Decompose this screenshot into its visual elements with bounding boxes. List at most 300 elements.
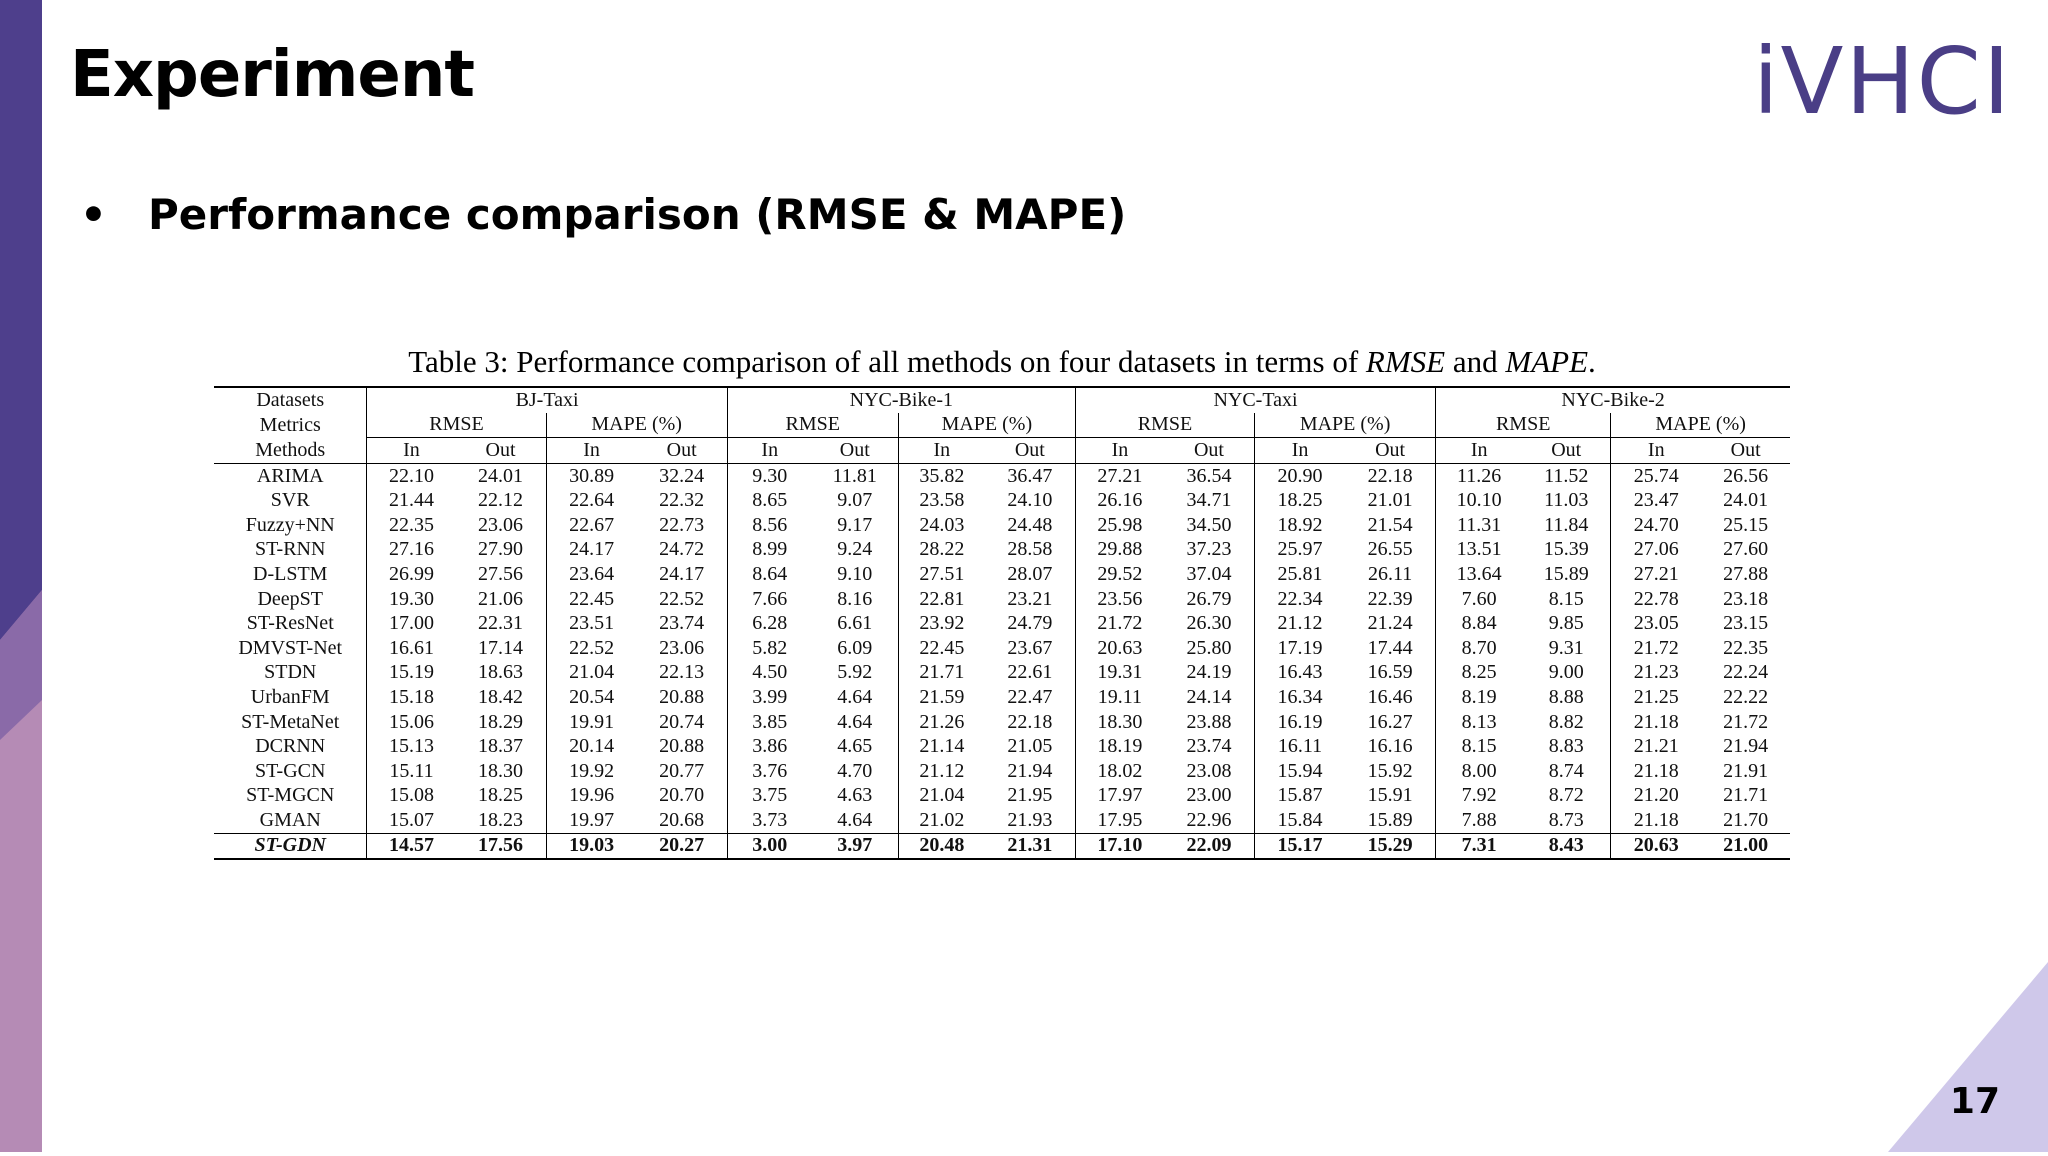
value-cell: 16.59 bbox=[1367, 661, 1413, 684]
value-cell: 28.58 bbox=[1007, 538, 1053, 561]
sub-header-in: In bbox=[1075, 438, 1164, 464]
value-cell: 8.84 bbox=[1436, 611, 1523, 636]
value-cell: 8.65 bbox=[727, 488, 812, 513]
value-cell: 21.93 bbox=[1007, 808, 1053, 831]
value-cell: 8.72 bbox=[1548, 784, 1584, 807]
metric-header: RMSE bbox=[367, 413, 546, 438]
method-row bbox=[214, 685, 1790, 710]
value-cell: 7.88 bbox=[1436, 808, 1523, 833]
value-cell: 22.24 bbox=[1723, 661, 1769, 684]
value-cell: 19.11 bbox=[1075, 685, 1164, 710]
value-cell: 22.31 bbox=[478, 612, 524, 635]
value-cell: 17.19 bbox=[1255, 636, 1346, 661]
value-cell: 23.21 bbox=[1007, 587, 1053, 610]
value-cell: 8.64 bbox=[727, 562, 812, 587]
value-cell: 23.58 bbox=[898, 488, 985, 513]
value-cell: 24.70 bbox=[1611, 513, 1702, 538]
value-cell: 23.67 bbox=[1007, 636, 1053, 659]
value-cell: 16.46 bbox=[1367, 685, 1413, 708]
value-cell: 3.75 bbox=[727, 784, 812, 809]
value-cell: 7.66 bbox=[727, 587, 812, 612]
value-cell: 8.19 bbox=[1436, 685, 1523, 710]
value-cell: 16.34 bbox=[1255, 685, 1346, 710]
value-cell: 21.59 bbox=[898, 685, 985, 710]
method-name: Fuzzy+NN bbox=[245, 513, 335, 536]
value-cell: 15.89 bbox=[1543, 562, 1589, 585]
value-cell: 18.25 bbox=[478, 784, 524, 807]
sub-header-in: In bbox=[1255, 438, 1346, 464]
value-cell: 15.13 bbox=[367, 734, 456, 759]
value-cell: 13.64 bbox=[1436, 562, 1523, 587]
value-cell: 25.98 bbox=[1075, 513, 1164, 538]
metric-header: MAPE (%) bbox=[1255, 413, 1436, 438]
value-cell: 23.18 bbox=[1723, 587, 1769, 610]
value-cell: 22.61 bbox=[1007, 661, 1053, 684]
dataset-header: BJ-Taxi bbox=[367, 387, 727, 413]
value-cell: 21.95 bbox=[1007, 784, 1053, 807]
value-cell: 15.91 bbox=[1367, 784, 1413, 807]
value-cell: 19.03 bbox=[546, 833, 637, 859]
value-cell: 4.64 bbox=[837, 808, 873, 831]
method-row bbox=[214, 488, 1790, 513]
value-cell: 19.31 bbox=[1075, 661, 1164, 686]
value-cell: 16.16 bbox=[1367, 735, 1413, 758]
metric-header: MAPE (%) bbox=[546, 413, 727, 438]
method-name: ST-ResNet bbox=[246, 612, 334, 635]
metric-header: RMSE bbox=[1436, 413, 1611, 438]
value-cell: 17.00 bbox=[367, 611, 456, 636]
value-cell: 27.60 bbox=[1723, 538, 1769, 561]
value-cell: 11.03 bbox=[1544, 489, 1589, 512]
table-caption bbox=[214, 344, 1790, 380]
value-cell: 17.44 bbox=[1367, 636, 1413, 659]
value-cell: 27.88 bbox=[1723, 562, 1769, 585]
method-row bbox=[214, 587, 1790, 612]
value-cell: 5.82 bbox=[727, 636, 812, 661]
value-cell: 26.55 bbox=[1367, 538, 1413, 561]
value-cell: 6.09 bbox=[837, 636, 873, 659]
value-cell: 18.63 bbox=[478, 661, 524, 684]
left-accent-bar bbox=[0, 0, 42, 1152]
value-cell: 20.68 bbox=[659, 808, 705, 831]
method-name: ST-MetaNet bbox=[241, 710, 340, 733]
value-cell: 4.63 bbox=[837, 784, 873, 807]
performance-table bbox=[214, 386, 1790, 860]
value-cell: 3.73 bbox=[727, 808, 812, 833]
value-cell: 16.27 bbox=[1367, 710, 1413, 733]
value-cell: 21.05 bbox=[1007, 735, 1053, 758]
corner-decoration bbox=[1888, 962, 2048, 1152]
value-cell: 21.91 bbox=[1723, 759, 1769, 782]
value-cell: 34.50 bbox=[1186, 513, 1232, 536]
value-cell: 30.89 bbox=[546, 463, 637, 488]
value-cell: 3.76 bbox=[727, 759, 812, 784]
sub-header-in: In bbox=[1436, 438, 1523, 464]
value-cell: 22.47 bbox=[1007, 685, 1053, 708]
value-cell: 24.01 bbox=[478, 464, 524, 487]
sub-header-in: In bbox=[367, 438, 456, 464]
value-cell: 23.06 bbox=[478, 513, 524, 536]
value-cell: 27.21 bbox=[1075, 463, 1164, 488]
value-cell: 8.73 bbox=[1548, 808, 1584, 831]
value-cell: 23.88 bbox=[1186, 710, 1232, 733]
value-cell: 22.96 bbox=[1186, 808, 1232, 831]
value-cell: 21.31 bbox=[985, 833, 1076, 859]
value-cell: 24.14 bbox=[1186, 685, 1232, 708]
value-cell: 5.92 bbox=[837, 661, 873, 684]
value-cell: 4.64 bbox=[837, 685, 873, 708]
value-cell: 27.16 bbox=[367, 538, 456, 563]
value-cell: 22.18 bbox=[1007, 710, 1053, 733]
value-cell: 8.88 bbox=[1548, 685, 1584, 708]
value-cell: 17.97 bbox=[1075, 784, 1164, 809]
method-name: GMAN bbox=[259, 808, 321, 831]
sub-header-in: In bbox=[1611, 438, 1702, 464]
header-row-datasets bbox=[214, 387, 1790, 413]
metric-header: RMSE bbox=[1075, 413, 1254, 438]
value-cell: 21.54 bbox=[1367, 513, 1413, 536]
value-cell: 17.14 bbox=[478, 636, 524, 659]
value-cell: 15.18 bbox=[367, 685, 456, 710]
sub-header-in: In bbox=[898, 438, 985, 464]
value-cell: 20.48 bbox=[898, 833, 985, 859]
value-cell: 20.63 bbox=[1075, 636, 1164, 661]
value-cell: 24.17 bbox=[546, 538, 637, 563]
header-row-methods bbox=[214, 438, 1790, 464]
value-cell: 20.14 bbox=[546, 734, 637, 759]
value-cell: 15.11 bbox=[367, 759, 456, 784]
value-cell: 25.80 bbox=[1186, 636, 1232, 659]
value-cell: 22.52 bbox=[659, 587, 705, 610]
value-cell: 19.92 bbox=[546, 759, 637, 784]
value-cell: 15.08 bbox=[367, 784, 456, 809]
value-cell: 15.39 bbox=[1543, 538, 1589, 561]
method-name: ST-MGCN bbox=[246, 784, 335, 807]
ivhci-logo: iVHCI bbox=[1752, 28, 2012, 135]
value-cell: 18.30 bbox=[1075, 710, 1164, 735]
value-cell: 15.92 bbox=[1367, 759, 1413, 782]
value-cell: 26.99 bbox=[367, 562, 456, 587]
value-cell: 13.51 bbox=[1436, 538, 1523, 563]
value-cell: 11.52 bbox=[1544, 464, 1589, 487]
value-cell: 37.23 bbox=[1186, 538, 1232, 561]
method-row bbox=[214, 611, 1790, 636]
value-cell: 18.25 bbox=[1255, 488, 1346, 513]
method-row bbox=[214, 513, 1790, 538]
accent-bar-shape bbox=[0, 0, 42, 1152]
value-cell: 15.89 bbox=[1367, 808, 1413, 831]
value-cell: 21.44 bbox=[367, 488, 456, 513]
value-cell: 9.30 bbox=[727, 463, 812, 488]
bullet-dot-icon: • bbox=[80, 190, 107, 239]
value-cell: 27.06 bbox=[1611, 538, 1702, 563]
value-cell: 21.71 bbox=[898, 661, 985, 686]
value-cell: 25.81 bbox=[1255, 562, 1346, 587]
value-cell: 21.70 bbox=[1723, 808, 1769, 831]
value-cell: 23.00 bbox=[1186, 784, 1232, 807]
value-cell: 24.17 bbox=[659, 562, 705, 585]
value-cell: 21.24 bbox=[1367, 612, 1413, 635]
slide-title: Experiment bbox=[70, 38, 474, 112]
value-cell: 21.94 bbox=[1723, 735, 1769, 758]
value-cell: 22.13 bbox=[659, 661, 705, 684]
value-cell: 21.71 bbox=[1723, 784, 1769, 807]
value-cell: 20.74 bbox=[659, 710, 705, 733]
value-cell: 14.57 bbox=[367, 833, 456, 859]
caption-end: . bbox=[1588, 344, 1596, 379]
value-cell: 15.84 bbox=[1255, 808, 1346, 833]
value-cell: 3.00 bbox=[727, 833, 812, 859]
value-cell: 22.39 bbox=[1367, 587, 1413, 610]
value-cell: 19.96 bbox=[546, 784, 637, 809]
value-cell: 21.14 bbox=[898, 734, 985, 759]
value-cell: 36.54 bbox=[1186, 464, 1232, 487]
value-cell: 20.63 bbox=[1611, 833, 1702, 859]
value-cell: 32.24 bbox=[659, 464, 705, 487]
value-cell: 4.70 bbox=[837, 759, 873, 782]
value-cell: 18.30 bbox=[478, 759, 524, 782]
value-cell: 20.90 bbox=[1255, 463, 1346, 488]
value-cell: 8.25 bbox=[1436, 661, 1523, 686]
value-cell: 21.94 bbox=[1007, 759, 1053, 782]
value-cell: 15.07 bbox=[367, 808, 456, 833]
value-cell: 20.77 bbox=[659, 759, 705, 782]
value-cell: 8.15 bbox=[1548, 587, 1584, 610]
value-cell: 29.52 bbox=[1075, 562, 1164, 587]
value-cell: 16.61 bbox=[367, 636, 456, 661]
row-label-metrics: Metrics bbox=[259, 413, 321, 436]
value-cell: 8.00 bbox=[1436, 759, 1523, 784]
value-cell: 22.45 bbox=[898, 636, 985, 661]
value-cell: 17.95 bbox=[1075, 808, 1164, 833]
value-cell: 3.99 bbox=[727, 685, 812, 710]
value-cell: 24.72 bbox=[659, 538, 705, 561]
metric-header: MAPE (%) bbox=[1611, 413, 1790, 438]
value-cell: 15.06 bbox=[367, 710, 456, 735]
value-cell: 22.73 bbox=[659, 513, 705, 536]
value-cell: 27.90 bbox=[478, 538, 524, 561]
method-name: SVR bbox=[270, 489, 310, 512]
value-cell: 23.05 bbox=[1611, 611, 1702, 636]
value-cell: 26.11 bbox=[1367, 562, 1413, 585]
value-cell: 35.82 bbox=[898, 463, 985, 488]
value-cell: 24.79 bbox=[1007, 612, 1053, 635]
method-row bbox=[214, 661, 1790, 686]
value-cell: 23.74 bbox=[659, 612, 705, 635]
value-cell: 23.56 bbox=[1075, 587, 1164, 612]
value-cell: 22.35 bbox=[1723, 636, 1769, 659]
value-cell: 11.31 bbox=[1436, 513, 1523, 538]
value-cell: 3.97 bbox=[812, 833, 899, 859]
method-row bbox=[214, 710, 1790, 735]
caption-and: and bbox=[1445, 344, 1506, 379]
value-cell: 21.20 bbox=[1611, 784, 1702, 809]
best-method-row bbox=[214, 833, 1790, 859]
metric-header: MAPE (%) bbox=[898, 413, 1075, 438]
value-cell: 11.84 bbox=[1544, 513, 1589, 536]
value-cell: 15.94 bbox=[1255, 759, 1346, 784]
value-cell: 18.23 bbox=[478, 808, 524, 831]
value-cell: 24.10 bbox=[1007, 489, 1053, 512]
method-name: STDN bbox=[264, 661, 317, 684]
value-cell: 7.31 bbox=[1436, 833, 1523, 859]
sub-header-out: Out bbox=[1164, 438, 1255, 464]
value-cell: 16.43 bbox=[1255, 661, 1346, 686]
value-cell: 34.71 bbox=[1186, 489, 1232, 512]
value-cell: 7.60 bbox=[1436, 587, 1523, 612]
value-cell: 4.50 bbox=[727, 661, 812, 686]
sub-header-in: In bbox=[727, 438, 812, 464]
value-cell: 20.88 bbox=[659, 685, 705, 708]
value-cell: 22.09 bbox=[1164, 833, 1255, 859]
value-cell: 22.78 bbox=[1611, 587, 1702, 612]
method-row bbox=[214, 636, 1790, 661]
value-cell: 25.74 bbox=[1611, 463, 1702, 488]
method-row bbox=[214, 463, 1790, 488]
value-cell: 3.85 bbox=[727, 710, 812, 735]
value-cell: 4.65 bbox=[837, 735, 873, 758]
value-cell: 20.88 bbox=[659, 735, 705, 758]
value-cell: 23.64 bbox=[546, 562, 637, 587]
method-row bbox=[214, 734, 1790, 759]
value-cell: 23.47 bbox=[1611, 488, 1702, 513]
value-cell: 9.85 bbox=[1548, 612, 1584, 635]
value-cell: 23.51 bbox=[546, 611, 637, 636]
value-cell: 11.81 bbox=[832, 464, 877, 487]
value-cell: 9.07 bbox=[837, 489, 873, 512]
value-cell: 21.00 bbox=[1701, 833, 1790, 859]
value-cell: 18.29 bbox=[478, 710, 524, 733]
value-cell: 22.22 bbox=[1723, 685, 1769, 708]
value-cell: 21.18 bbox=[1611, 759, 1702, 784]
value-cell: 20.54 bbox=[546, 685, 637, 710]
value-cell: 24.48 bbox=[1007, 513, 1053, 536]
caption-metric-1: RMSE bbox=[1365, 344, 1446, 379]
header-row-metrics bbox=[214, 413, 1790, 438]
value-cell: 25.15 bbox=[1723, 513, 1769, 536]
value-cell: 26.16 bbox=[1075, 488, 1164, 513]
value-cell: 24.03 bbox=[898, 513, 985, 538]
value-cell: 24.01 bbox=[1723, 489, 1769, 512]
value-cell: 21.26 bbox=[898, 710, 985, 735]
row-label-methods: Methods bbox=[214, 438, 367, 464]
method-name: DMVST-Net bbox=[238, 636, 343, 659]
value-cell: 9.00 bbox=[1548, 661, 1584, 684]
value-cell: 11.26 bbox=[1436, 463, 1523, 488]
method-row bbox=[214, 562, 1790, 587]
method-name: ARIMA bbox=[256, 464, 324, 487]
sub-header-out: Out bbox=[1345, 438, 1436, 464]
bullet-item bbox=[80, 190, 1126, 239]
value-cell: 8.83 bbox=[1548, 735, 1584, 758]
value-cell: 21.02 bbox=[898, 808, 985, 833]
value-cell: 8.15 bbox=[1436, 734, 1523, 759]
value-cell: 25.97 bbox=[1255, 538, 1346, 563]
value-cell: 19.30 bbox=[367, 587, 456, 612]
value-cell: 21.04 bbox=[546, 661, 637, 686]
value-cell: 21.72 bbox=[1611, 636, 1702, 661]
value-cell: 10.10 bbox=[1436, 488, 1523, 513]
value-cell: 16.11 bbox=[1255, 734, 1346, 759]
value-cell: 21.72 bbox=[1723, 710, 1769, 733]
value-cell: 16.19 bbox=[1255, 710, 1346, 735]
method-name: UrbanFM bbox=[250, 685, 330, 708]
sub-header-out: Out bbox=[1522, 438, 1611, 464]
value-cell: 18.19 bbox=[1075, 734, 1164, 759]
value-cell: 21.18 bbox=[1611, 710, 1702, 735]
value-cell: 21.23 bbox=[1611, 661, 1702, 686]
value-cell: 8.74 bbox=[1548, 759, 1584, 782]
sub-header-out: Out bbox=[812, 438, 899, 464]
value-cell: 21.72 bbox=[1075, 611, 1164, 636]
value-cell: 20.27 bbox=[637, 833, 728, 859]
sub-header-out: Out bbox=[985, 438, 1076, 464]
value-cell: 36.47 bbox=[1007, 464, 1053, 487]
value-cell: 18.92 bbox=[1255, 513, 1346, 538]
method-name: DCRNN bbox=[255, 735, 326, 758]
sub-header-out: Out bbox=[456, 438, 547, 464]
method-row bbox=[214, 759, 1790, 784]
value-cell: 27.21 bbox=[1611, 562, 1702, 587]
value-cell: 17.56 bbox=[456, 833, 547, 859]
value-cell: 22.81 bbox=[898, 587, 985, 612]
value-cell: 23.74 bbox=[1186, 735, 1232, 758]
corner-triangle bbox=[1888, 962, 2048, 1152]
bullet-text: Performance comparison (RMSE & MAPE) bbox=[148, 190, 1127, 239]
value-cell: 15.17 bbox=[1255, 833, 1346, 859]
value-cell: 22.10 bbox=[367, 463, 456, 488]
value-cell: 8.13 bbox=[1436, 710, 1523, 735]
value-cell: 27.51 bbox=[898, 562, 985, 587]
value-cell: 19.91 bbox=[546, 710, 637, 735]
value-cell: 23.15 bbox=[1723, 612, 1769, 635]
value-cell: 26.56 bbox=[1723, 464, 1769, 487]
value-cell: 9.10 bbox=[837, 562, 873, 585]
value-cell: 8.56 bbox=[727, 513, 812, 538]
value-cell: 24.19 bbox=[1186, 661, 1232, 684]
value-cell: 15.19 bbox=[367, 661, 456, 686]
value-cell: 37.04 bbox=[1186, 562, 1232, 585]
value-cell: 22.67 bbox=[546, 513, 637, 538]
value-cell: 28.22 bbox=[898, 538, 985, 563]
method-row bbox=[214, 538, 1790, 563]
value-cell: 22.32 bbox=[659, 489, 705, 512]
value-cell: 22.64 bbox=[546, 488, 637, 513]
value-cell: 21.01 bbox=[1367, 489, 1413, 512]
method-name: D-LSTM bbox=[253, 562, 328, 585]
metric-header: RMSE bbox=[727, 413, 898, 438]
value-cell: 8.70 bbox=[1436, 636, 1523, 661]
value-cell: 15.87 bbox=[1255, 784, 1346, 809]
value-cell: 21.04 bbox=[898, 784, 985, 809]
value-cell: 15.29 bbox=[1345, 833, 1436, 859]
value-cell: 9.24 bbox=[837, 538, 873, 561]
value-cell: 23.92 bbox=[898, 611, 985, 636]
method-row bbox=[214, 808, 1790, 833]
value-cell: 21.21 bbox=[1611, 734, 1702, 759]
value-cell: 8.82 bbox=[1548, 710, 1584, 733]
value-cell: 8.43 bbox=[1522, 833, 1611, 859]
value-cell: 26.30 bbox=[1186, 612, 1232, 635]
value-cell: 18.37 bbox=[478, 735, 524, 758]
value-cell: 29.88 bbox=[1075, 538, 1164, 563]
value-cell: 21.12 bbox=[898, 759, 985, 784]
value-cell: 19.97 bbox=[546, 808, 637, 833]
method-name: ST-RNN bbox=[255, 538, 326, 561]
sub-header-out: Out bbox=[1701, 438, 1790, 464]
row-label-datasets: Datasets bbox=[214, 387, 367, 413]
value-cell: 22.12 bbox=[478, 489, 524, 512]
